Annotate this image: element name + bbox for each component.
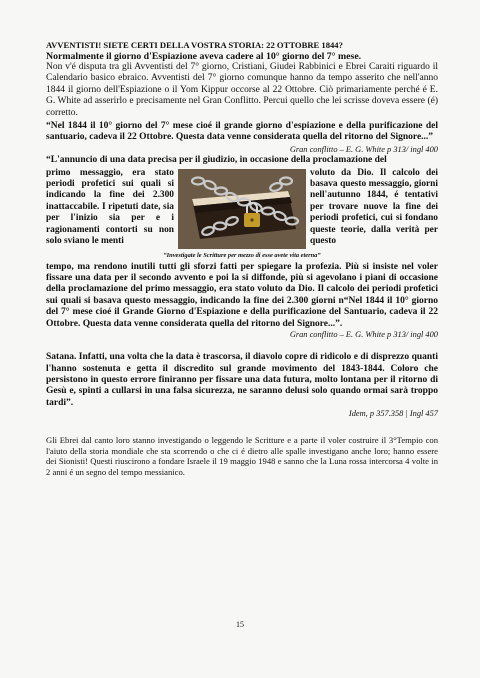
intro-paragraph: Non v'é disputa tra gli Avventisti del 7° giorno, Cristiani, Giudei Rabbinici e Ebrei Caraiti riguardo il Calendario basico ebraico. Avventisti del 7° giorno comunque hanno da tempo asserito che nell'anno 1844 il giorno dell'Espiazione o il Yom Kippur occorse al 22 Ottobre. Ciò primariamente perché é E. G. White ad asserirlo e precisamente nel Gran Conflitto. Percui quello che lei scrisse doveva essere (é) corretto. (46, 62, 438, 118)
quote-2-rest: tempo, ma rendono inutili tutti gli sforzi fatti per spiegare la profezia. Più si insiste nel voler fissare una data per il secondo avvento e poi la si diffonde, più si agevolano i piani di occasione della proclamazione del primo messaggio, era stato voluto da Dio. Il calcolo dei periodi profetici sui quali si basava questo messaggio, indicando la fine dei 2.300 giorni n“Nel 1844 il 10° giorno del 7° mese cioé il Grande Giorno d'Espiazione e della purificazione del Santuario, cadeva il 22 Ottobre. Questa data venne considerata quella del ritorno del Signore...”. (46, 261, 438, 329)
quote-3-citation: Idem, p 357.358 | Ingl 457 (348, 409, 438, 419)
quote-1-text: “Nel 1844 il 10° giorno del 7° mese cioé il grande giorno d'espiazione e della purificazione del santuario, cadeva il 22 Ottobre. Questa data venne considerata quella del ritorno del Signore...” (46, 121, 438, 143)
quote-3: Satana. Infatti, una volta che la data è trascorsa, il diavolo copre di ridicolo e di disprezzo quanti l'hanno sostenuta e getta il discredito sul grande movimento del 1843-1844. Coloro che persistono in questo errore finiranno per fissare una data futura, molto lontana per il ritorno di Gesù e, spinti a cullarsi in una falsa sicurezza, ne saranno delusi solo quando ormai sarà troppo tardi”. (46, 352, 438, 408)
image-row (46, 168, 438, 249)
image-caption: “Investigate le Scritture per mezzo di esse avete vita eterna” (163, 251, 321, 259)
right-column-text: voluto da Dio. Il calcolo dei basava questo messaggio, giorni nell'autunno 1844, é tentativi per trovare nuove la fine dei periodi profetici, cui si fondano queste teorie, dalla verità per questo (310, 167, 438, 247)
chained-bible-image (178, 169, 306, 249)
quote-1 (46, 121, 438, 154)
document-subtitle: Normalmente il giorno d'Espiazione aveva cadere al 10° giorno del 7° mese. (46, 51, 362, 62)
document-page (46, 40, 438, 478)
quote-1-citation: Gran conflitto – E. G. White p 313/ ingl 400 (289, 144, 438, 154)
left-column (46, 168, 174, 249)
document-title: AVVENTISTI! SIETE CERTI DELLA VOSTRA STORIA: 22 OTTOBRE 1844? (46, 40, 343, 50)
page-number: 15 (236, 620, 244, 629)
right-column (310, 168, 438, 249)
closing-paragraph: Gli Ebrei dal canto loro stanno investigando o leggendo le Scritture e a parte il voler costruire il 3°Tempio con l'aiuto della storia mondiale che sta scorrendo o che ci é dietro alle spalle investigano anche loro; hanno essere dei Sionisti! Questi riuscirono a fondare Israele il 19 maggio 1948 e sanno che la Luna rossa intercorsa 4 volte in 2 anni é un segno del tempo messianico. (46, 435, 438, 477)
left-column-text: primo messaggio, era stato periodi profetici sui quali si indicando la fine dei 2.300 inattaccabile. I ripetuti date, sia per l'inizio sia per e i ragionamenti contorti su non solo sviano le menti (46, 167, 174, 247)
quote-2-lead: “L'annuncio di una data precisa per il giudizio, in occasione della proclamazione del (46, 155, 387, 166)
quote-2-citation: Gran conflitto – E. G. White p 313/ ingl 400 (289, 330, 438, 340)
